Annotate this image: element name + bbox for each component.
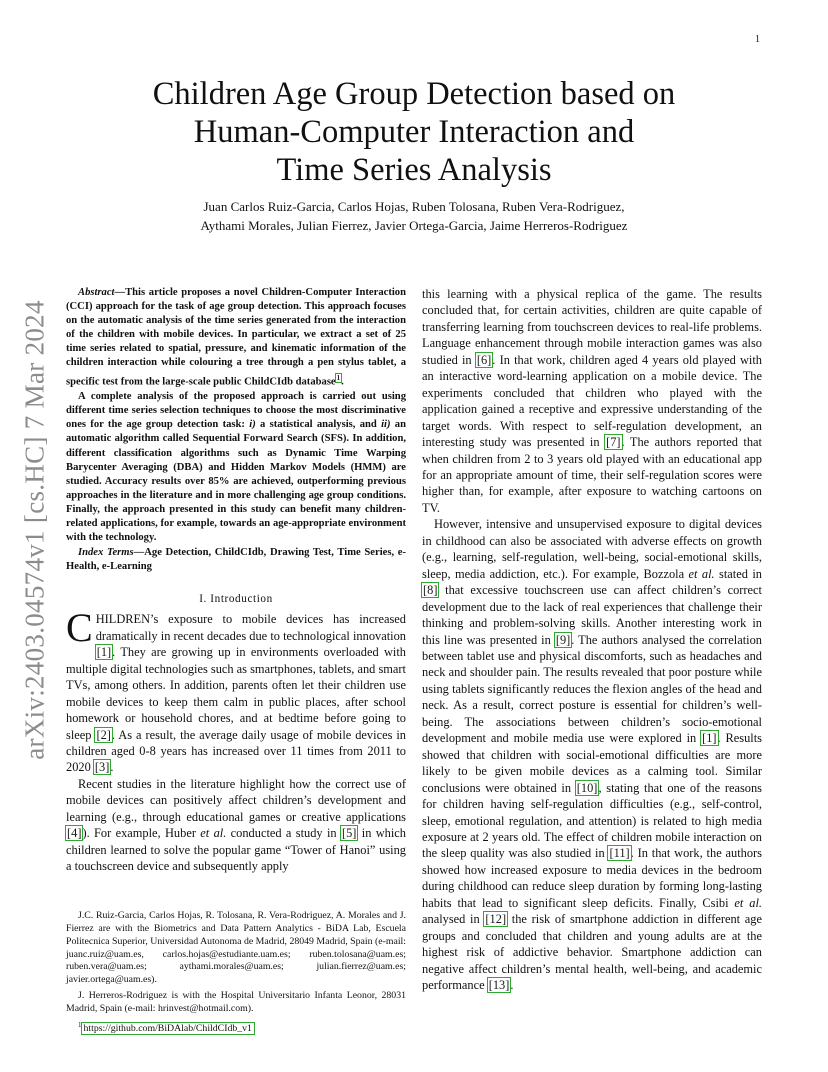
paper-title <box>110 75 718 189</box>
title-line: Time Series Analysis <box>276 152 552 188</box>
body-paragraph: this learning with a physical replica of the game. The results concluded that, for certain activities, children are quite capable of transferring learning from touchscreen devices to real-life problems. Language enhancement through mobile interaction games was also studied in [6]. In that work, children aged 4 years old played with an interactive word-learning application on a mobile device. The experiments concluded that children who played with the application gained a receptive and expressive understanding of the target words. With respect to self-regulation development, an interesting study was presented in [7]. The authors reported that when children from 2 to 3 years old played with an educational app for an appropriate amount of time, their self-regulation scores were higher than, for example, after exposure to watching cartoons on TV. <box>422 287 762 515</box>
footnotes <box>66 910 406 1036</box>
citation-link[interactable]: [1] <box>96 645 112 660</box>
author-line: Aythami Morales, Julian Fierrez, Javier Ortega-Garcia, Jaime Herreros-Rodriguez <box>200 217 628 233</box>
citation-link[interactable]: [8] <box>423 583 438 598</box>
intro-paragraph: CHILDREN’s exposure to mobile devices has increased dramatically in recent decades due to technological innovation [1]. They are growing up in environments overloaded with multiple digital technologies such as smartphones, tablets, and smart TVs, among others. In addition, parents often let their children use mobile devices to keep them calm in public places, after school homework or household chores, and at bedtime before going to sleep [2]. As a result, the average daily usage of mobile devices in children aged 0-8 years has increased over 11 times from 2011 to 2020 [3]. <box>66 605 406 775</box>
section-heading: I. Introduction <box>199 593 273 606</box>
abstract-paragraph: Abstract—This article proposes a novel Children-Computer Interaction (CCI) approach for the task of age group detection. This approach focuses on the automatic analysis of the time series generated from the interaction of the children with mobile devices. In particular, we extract a set of 25 time series related to spatial, pressure, and kinematic information of the children interaction while colouring a tree through a pen stylus tablet, a specific test from the large-scale public ChildCIdb database$^1$. <box>66 287 406 388</box>
title-line: Human-Computer Interaction and <box>193 114 635 150</box>
citation-link[interactable]: [3] <box>94 760 110 775</box>
arxiv-stamp-text: arXiv:2403.04574v1 [cs.HC] 7 Mar 2024 <box>19 300 50 760</box>
abstract-label: Abstract <box>78 287 115 298</box>
arxiv-stamp <box>18 290 52 770</box>
dataset-url-link[interactable]: https://github.com/BiDAlab/ChildCIdb_v1 <box>83 1023 252 1035</box>
index-terms: Index Terms—Age Detection, ChildCIdb, Drawing Test, Time Series, e-Health, e-Learning <box>66 547 406 573</box>
page-number: 1 <box>755 34 760 45</box>
right-column <box>422 286 762 993</box>
intro-paragraph: Recent studies in the literature highlight how the correct use of mobile devices can positively affect children’s development and learning (e.g., through educational games or creative applications [4]). For example, Huber et al. conducted a study in [5] in which children learned to solve the popular game “Tower of Hanoi” using a touchscreen device and subsequently apply <box>66 776 407 874</box>
footnote-link[interactable]: 1 <box>336 373 341 382</box>
affiliation-note: J. Herreros-Rodriguez is with the Hospital Universitario Infanta Leonor, 28031 Madrid, Spain (e-mail: hrinvest@hotmail.com). <box>66 990 406 1014</box>
citation-link[interactable]: [11] <box>609 846 630 861</box>
citation-link[interactable]: [4] <box>67 826 82 841</box>
author-line: Juan Carlos Ruiz-Garcia, Carlos Hojas, Ruben Tolosana, Ruben Vera-Rodriguez, <box>203 199 625 214</box>
author-list <box>110 198 718 235</box>
citation-link[interactable]: [9] <box>555 632 571 647</box>
citation-link[interactable]: [7] <box>606 435 621 450</box>
citation-link[interactable]: [5] <box>341 826 357 841</box>
drop-cap: C <box>66 605 93 651</box>
url-footnote: $^1$ https://github.com/BiDAlab/ChildCIdb_v1 <box>78 1020 252 1035</box>
left-column <box>66 286 406 875</box>
body-paragraph: However, intensive and unsupervised exposure to digital devices in childhood can also be associated with adverse effects on growth (e.g., learning, self-regulation, well-being, social-emotional skills, sleep, media addiction, etc.). For example, Bozzola et al. stated in [8] that excessive touchscreen use can affect children’s correct development due to the lack of real experiences that challenge their thinking and problem-solving skills. Another interesting work in this line was presented in [9]. The authors analysed the correlation between tablet use and physical discomforts, such as headaches and neck and shoulder pain. The results revealed that poor posture while using tablets significantly reduces the flexion angles of the head and neck. As a result, correct posture is essential for children’s well-being. The associations between children’s socio-emotional development and mobile media use were explored in [1]. Results showed that children with social-emotional difficulties are more likely to be given mobile devices as a calming tool. Similar conclusions were obtained in [10], stating that one of the reasons for children having self-regulation difficulties (e.g., self-control, sleep, emotional regulation, and attention) is related to high media exposure at 2 years old. The effect of children mobile interaction on the sleep quality was also studied in [11]. In that work, the authors showed how increased exposure to media devices in the bedroom during childhood can reduce sleep duration by forming long-lasting habits that lead to significant sleep deficits. Finally, Csibi et al. analysed in [12] the risk of smartphone addiction in different age groups and concluded that children and young adults are at the highest risk of addictive behavior. Smartphone addiction can negative affect children’s mental health, well-being, and academic performance [13]. <box>422 517 762 993</box>
affiliation-note: J.C. Ruiz-Garcia, Carlos Hojas, R. Tolosana, R. Vera-Rodriguez, A. Morales and J. Fierrez are with the Biometrics and Data Pattern Analytics - BiDA Lab, Escuela Politecnica Superior, Universidad Autonoma de Madrid, 28049 Madrid, Spain (e-mail: juanc.ruiz@uam.es, carlos.hojas@estudiante.uam.es; ruben.tolosana@uam.es; ruben.vera@uam.es; aythami.morales@uam.es; julian.fierrez@uam.es; javier.ortega@uam.es). <box>66 910 406 986</box>
abstract-paragraph: A complete analysis of the proposed approach is carried out using different time series selection techniques to choose the most discriminative ones for the age group detection task: i) a statistical analysis, and ii) an automatic algorithm called Sequential Forward Search (SFS). In addition, different classification algorithms such as Dynamic Time Warping Barycenter Averaging (DBA) and Hidden Markov Models (HMM) are studied. Accuracy results over 85% are achieved, outperforming previous approaches in the literature and in more challenging age group conditions. Finally, the approach presented in this study can benefit many children-related applications, for example, towards an age-appropriate environment with the technology. <box>66 391 406 544</box>
citation-link[interactable]: [6] <box>476 352 492 367</box>
citation-link[interactable]: [1] <box>702 731 717 746</box>
index-terms-label: Index Terms <box>78 547 134 559</box>
citation-link[interactable]: [12] <box>485 912 507 927</box>
title-line: Children Age Group Detection based on <box>152 76 676 112</box>
citation-link[interactable]: [10] <box>576 780 598 795</box>
citation-link[interactable]: [2] <box>96 727 111 742</box>
citation-link[interactable]: [13] <box>488 978 510 993</box>
